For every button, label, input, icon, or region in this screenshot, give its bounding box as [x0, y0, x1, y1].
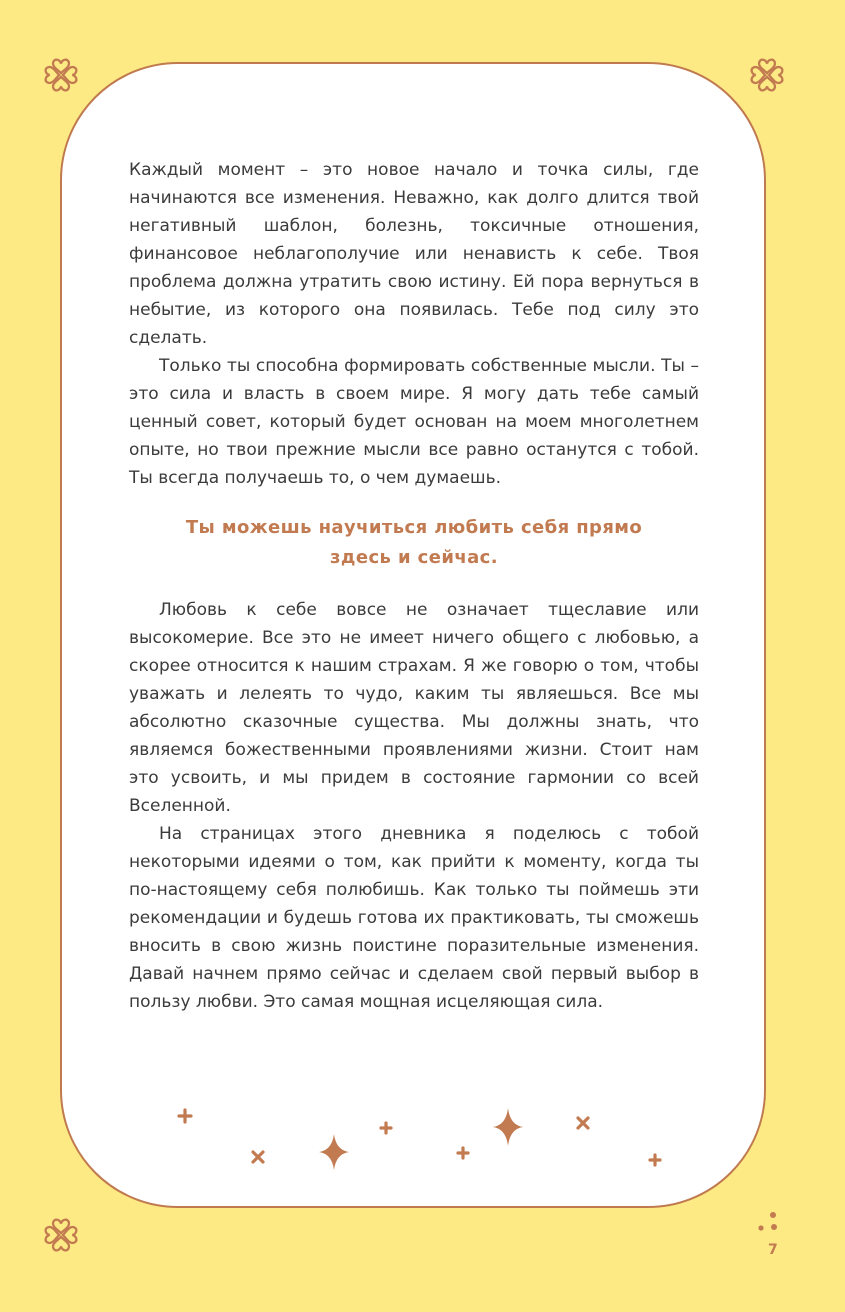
plus-icon	[377, 1119, 395, 1137]
clover-ornament-icon	[42, 1216, 80, 1254]
clover-ornament-icon	[42, 56, 80, 94]
paragraph-3: Любовь к себе вовсе не означает тщеславие или высокомерие. Все это не имеет ничего общего с любовью, а скорее относится к нашим страхам. Я же говорю о том, чтобы уважать и лелеять то чудо, каким ты являешься. Все мы абсолютно сказочные существа. Мы должны знать, что являемся божественными проявлениями жизни. Стоит нам это усвоить, и мы придем в состояние гармонии со всей Вселенной.	[129, 600, 699, 816]
body-text	[129, 156, 699, 1016]
paragraph-4: На страницах этого дневника я поделюсь с тобой некоторыми идеями о том, как прийти к моменту, когда ты по-настоящему себя полюбишь. Как только ты поймешь эти рекомендации и будешь готова их практиковать, ты сможешь вносить в свою жизнь поистине поразительные изменения. Давай начнем прямо сейчас и сделаем свой первый выбор в пользу любви. Это самая мощная исцеляющая сила.	[129, 824, 699, 1012]
paragraph-2: Только ты способна формировать собственные мысли. Ты – это сила и власть в своем мире. Я могу дать тебе самый ценный совет, который будет основан на моем многолетнем опыте, но твои прежние мысли все равно останутся с тобой. Ты всегда получаешь то, о чем думаешь.	[129, 356, 699, 488]
dots-icon	[754, 1210, 780, 1234]
sparkle-star-icon	[317, 1133, 351, 1171]
heading-line-2: здесь и сейчас.	[330, 547, 498, 568]
clover-ornament-icon	[748, 56, 786, 94]
sparkle-star-icon	[491, 1107, 525, 1147]
paragraph-1: Каждый момент – это новое начало и точка силы, где начинаются все изменения. Неважно, как долго длится твой негативный шаблон, болезнь, токсичные отношения, финансовое неблагополучие или ненависть к себе. Твоя проблема должна утратить свою истину. Ей пора вернуться в небытие, из которого она появилась. Тебе под силу это сделать.	[129, 160, 699, 348]
heading-line-1: Ты можешь научиться любить себя прямо	[185, 517, 643, 538]
section-heading	[129, 513, 699, 573]
page-number: 7	[768, 1242, 778, 1258]
plus-icon	[454, 1144, 472, 1162]
plus-icon	[176, 1107, 194, 1125]
cross-icon	[249, 1148, 267, 1166]
plus-icon	[646, 1151, 664, 1169]
cross-icon	[574, 1114, 592, 1132]
